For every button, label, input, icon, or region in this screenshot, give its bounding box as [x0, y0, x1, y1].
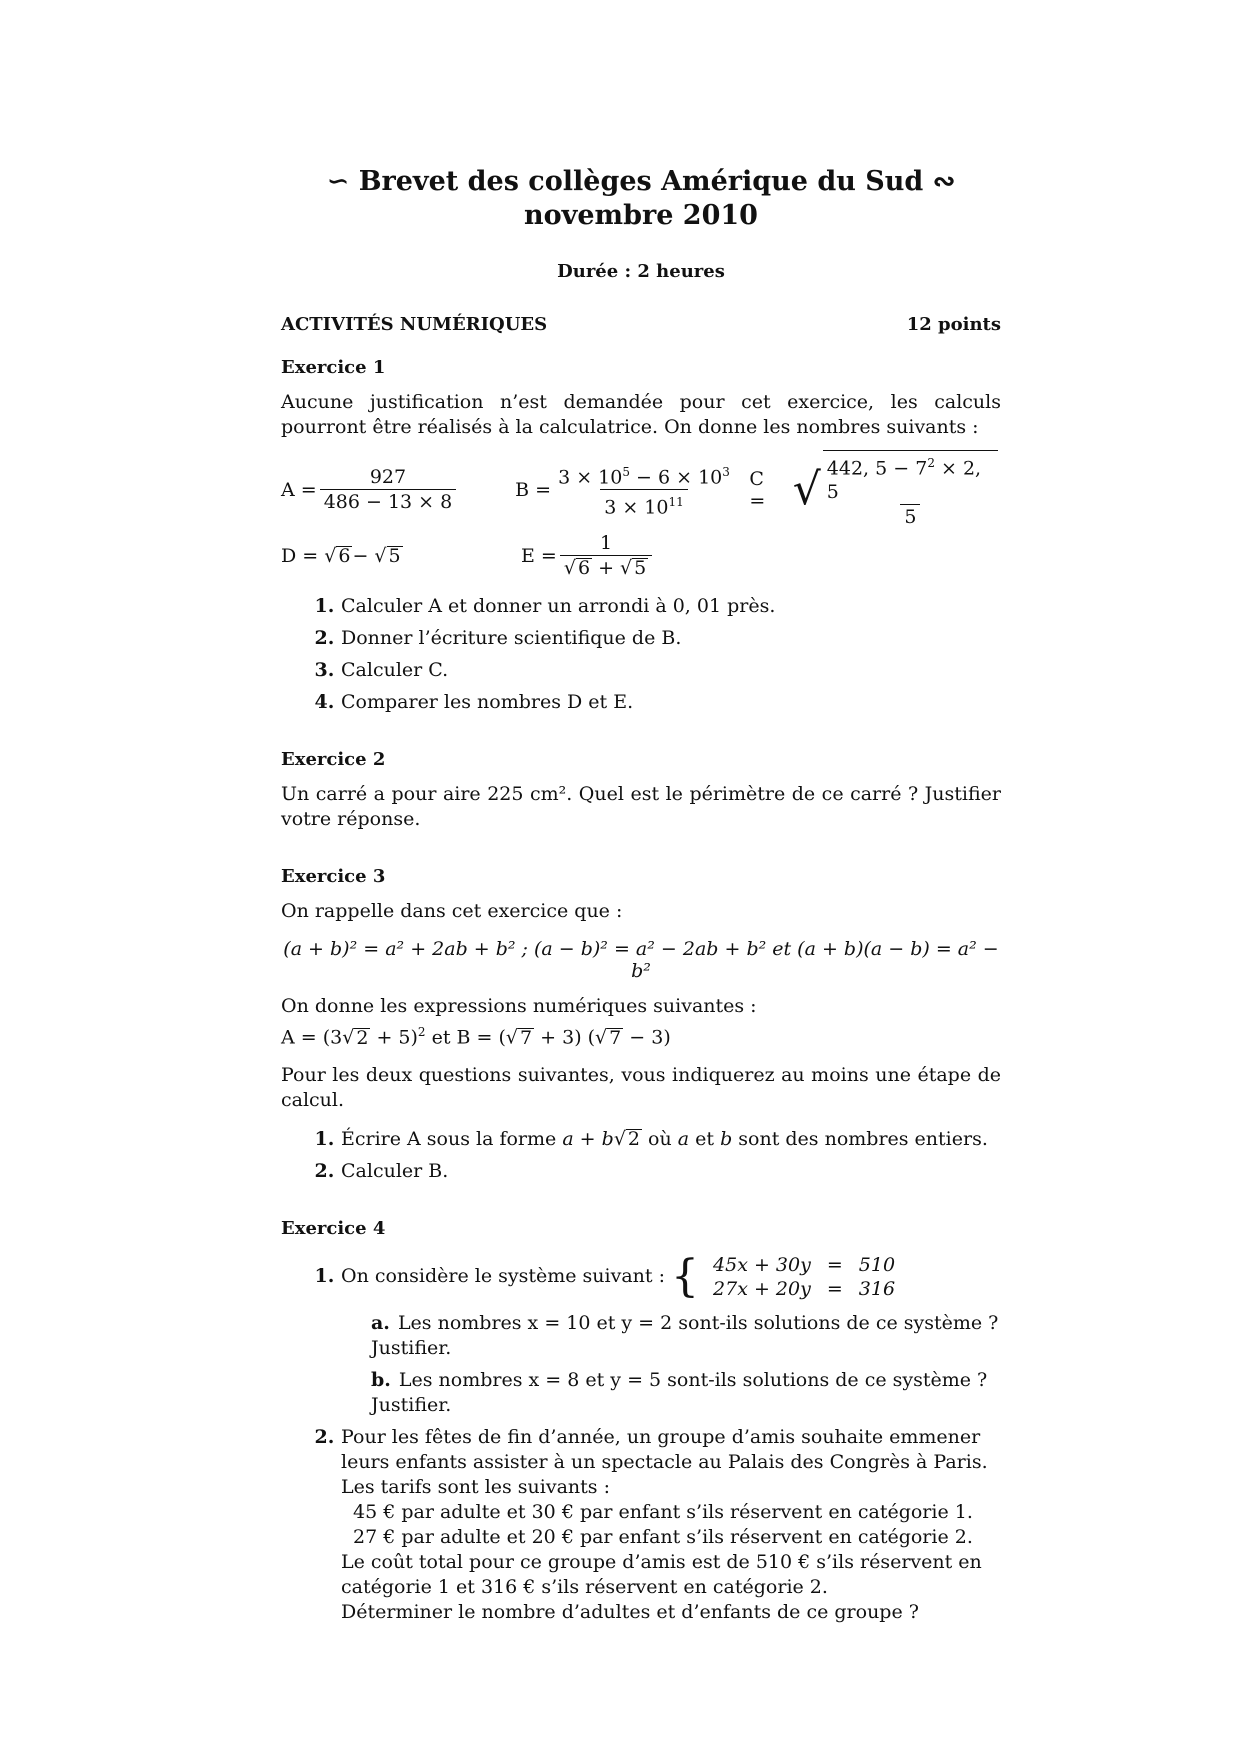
section-header — [281, 314, 1001, 335]
ex4-q2: 2. Pour les fêtes de fin d’année, un groupe d’amis souhaite emmener leurs enfants assister à un spectacle au Palais des Congrès à Paris. Les tarifs sont les suivants : 45 € par adulte et 30 € par enfant s’ils réservent en catégorie 1. 27 € par adulte et 20 € par enfant s’ils réservent en catégorie 2. Le coût total pour ce groupe d’amis est de 510 € s’ils réservent en catégorie 1 et 316 € s’ils réservent en catégorie 2. Déterminer le nombre d’adultes et d’enfants de ce groupe ? — [341, 1425, 1001, 1625]
number-e: E = $\frac{1}{√ 6 + √ 5}$ — [521, 531, 655, 580]
number-d: D = √ 6 − √ 5 — [281, 544, 401, 568]
section-points: 12 points — [906, 314, 1001, 335]
number-b: B = $\frac{3 \times 10^5 - 6 \times 10^3}{3 \times 10^{11}}$ — [515, 464, 730, 519]
section-name: ACTIVITÉS NUMÉRIQUES — [281, 314, 548, 335]
ex1-title: Exercice 1 — [281, 357, 386, 378]
ex4-title: Exercice 4 — [281, 1217, 386, 1239]
ex3-q1: 1. Écrire A sous la forme a + b√ 2 où a et b sont des nombres entiers. — [341, 1127, 1001, 1152]
title — [281, 165, 1001, 233]
ex4-q1: 1. On considère le système suivant : { 45x + 30y = 510 27x + 20y = 316 a. Les nombres x = 10 et y = 2 sont-ils solutions de ce système ? Justifier. b. Les nombres x = 8 et y = 5 sont-ils solutions de ce système ? Justifier. — [341, 1253, 1001, 1418]
ex3-questions — [281, 1127, 1001, 1184]
ex4-q1b: b. Les nombres x = 8 et y = 5 sont-ils solutions de ce système ? Justifier. — [371, 1368, 988, 1416]
ex1-q1: 1. Calculer A et donner un arrondi à 0, 01 près. — [341, 594, 1001, 619]
ex3-title: Exercice 3 — [281, 866, 386, 888]
ex1-numbers-row1 — [281, 450, 1001, 529]
ex1-numbers-row2 — [281, 531, 1001, 580]
ex1-q2: 2. Donner l’écriture scientifique de B. — [341, 626, 1001, 651]
ex2-title: Exercice 2 — [281, 749, 386, 771]
ex4-q1-sub — [341, 1311, 1001, 1418]
ornament-right-icon: ∾ — [932, 166, 956, 197]
ex4-q1a: a. Les nombres x = 10 et y = 2 sont-ils solutions de ce système ? Justifier. — [371, 1311, 999, 1359]
ex3-q2: 2. Calculer B. — [341, 1159, 1001, 1184]
number-a: A = $\frac{927}{486 - 13 \times 8}$ — [281, 465, 515, 514]
exam-page — [281, 165, 1001, 1632]
ex3-identities: (a + b)² = a² + 2ab + b² ; (a − b)² = a² − 2ab + b² et (a + b)(a − b) = a² − b² — [283, 938, 999, 983]
ex3-intro: On rappelle dans cet exercice que : — [281, 900, 623, 923]
duration: Durée : 2 heures — [557, 261, 725, 282]
ex1-intro: Aucune justification n’est demandée pour cet exercice, les calculs pourront être réalisés à la calculatrice. On donne les nombres suivants : — [281, 391, 1001, 438]
ex4-questions — [281, 1250, 1001, 1625]
ex1-questions — [281, 594, 1001, 715]
ex4-system: { 45x + 30y = 510 27x + 20y = 316 — [671, 1250, 896, 1302]
ex1-q4: 4. Comparer les nombres D et E. — [341, 690, 1001, 715]
ex3-expressions: A = (3√ 2 + 5)$^2$ et B = (√ 7 + 3) (√ 7 − 3) — [281, 1025, 671, 1049]
ex3-instr: Pour les deux questions suivantes, vous indiquerez au moins une étape de calcul. — [281, 1063, 1001, 1111]
title-line1: Brevet des collèges Amérique du Sud — [358, 166, 924, 197]
ex1-q3: 3. Calculer C. — [341, 658, 1001, 683]
ornament-left-icon: ∽ — [326, 166, 350, 197]
number-c: C = √ $\frac{442, 5 - 7^2 \times 2, 5}{5}$ — [749, 450, 1001, 529]
ex2-text: Un carré a pour aire 225 cm². Quel est le périmètre de ce carré ? Justifier votre réponse. — [281, 783, 1001, 831]
title-line2: novembre 2010 — [524, 200, 758, 231]
ex3-expr-intro: On donne les expressions numériques suivantes : — [281, 995, 757, 1018]
